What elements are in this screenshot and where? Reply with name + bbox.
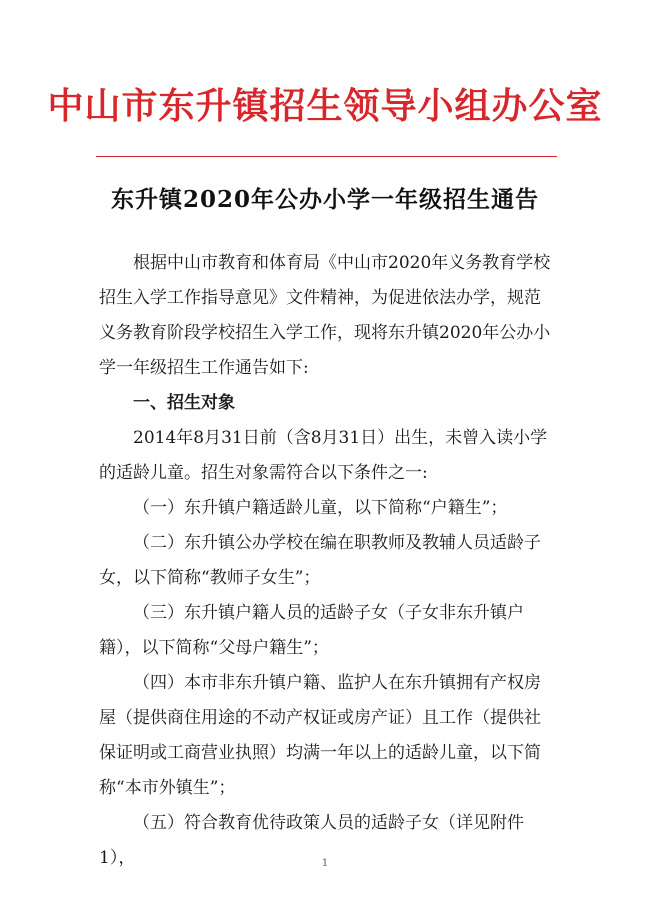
document-body <box>99 246 554 876</box>
condition-item: （五）符合教育优待政策人员的适龄子女（详见附件1）， <box>99 813 524 868</box>
section-intro-paragraph: 2014年8月31日前（含8月31日）出生，未曾入读小学的适龄儿童。招生对象需符合以下条件之一: <box>99 428 548 483</box>
office-name-header: 中山市东升镇招生领导小组办公室 <box>47 85 603 127</box>
section-heading: 一、招生对象 <box>133 393 235 413</box>
condition-item: （一）东升镇户籍适龄儿童，以下简称“户籍生”； <box>133 498 508 518</box>
condition-item: （二）东升镇公办学校在编在职教师及教辅人员适龄子女，以下简称“教师子女生”； <box>99 533 541 588</box>
document-title: 东升镇2020年公办小学一年级招生通告 <box>110 186 539 213</box>
header-divider <box>96 156 557 157</box>
condition-item: （三）东升镇户籍人员的适龄子女（子女非东升镇户籍），以下简称“父母户籍生”； <box>99 603 524 658</box>
condition-item: （四）本市非东升镇户籍、监护人在东升镇拥有产权房屋（提供商住用途的不动产权证或房产证）且工作（提供社保证明或工商营业执照）均满一年以上的适龄儿童，以下简称“本市外镇生”； <box>99 673 541 798</box>
intro-paragraph: 根据中山市教育和体育局《中山市2020年义务教育学校招生入学工作指导意见》文件精神，为促进依法办学，规范义务教育阶段学校招生入学工作，现将东升镇2020年公办小学一年级招生工作通告如下: <box>99 253 551 378</box>
page-number: 1 <box>321 858 329 869</box>
